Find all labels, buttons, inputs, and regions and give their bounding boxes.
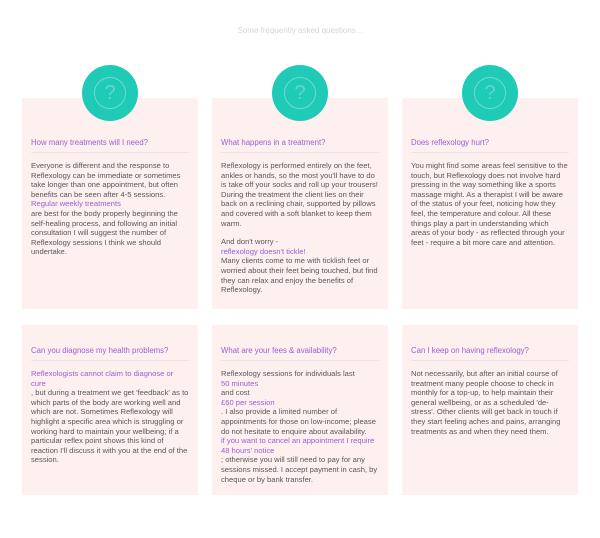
page-heading: Some frequently asked questions... [237,26,363,35]
divider [31,152,189,153]
faq-answer-text: Many clients come to me with ticklish feet or worried about their feet being touched, but find they can relax and enjoy the benefits of Reflexology. [221,256,378,295]
faq-answer-text: Reflexology sessions for individuals last [221,369,355,378]
divider [31,360,189,361]
faq-card-hurt [402,98,578,309]
faq-card-treatments [22,98,198,309]
faq-answer-text: are best for the body properly beginning the self-healing process, and following an initial consultation I will suggest the number of Reflexology sessions I think we should undertake. [31,208,178,257]
question-circle-icon: ? [462,65,518,121]
divider [221,360,379,361]
faq-question: Can you diagnose my health problems? [31,346,169,355]
faq-answer-text: Everyone is different and the response to Reflexology can be immediate or sometimes take longer than one appointment, but often benefits can be seen after 4-5 sessions. [31,161,181,199]
faq-highlight: Regular weekly treatments [31,199,121,209]
divider [411,152,569,153]
faq-question: Does reflexology hurt? [411,138,490,147]
faq-question: What happens in a treatment? [221,138,326,147]
faq-card-what-happens [212,98,388,309]
question-circle-icon: ? [272,65,328,121]
faq-highlight: if you want to cancel an appointment I require 48 hours' notice [221,436,375,455]
faq-question: Can I keep on having reflexology? [411,346,529,355]
faq-answer-text: You might find some areas feel sensitive to the touch, but Reflexology does not involve hard pressing in the way something like a sports massage might. As a therapist I will be aware of the status of your feet, noticing how they feel, the temperature and colour. All these things play a part in understanding which areas of your body - as reflected through your feet - require a bit more care and attention. [411,161,568,247]
question-circle-icon: ? [82,65,138,121]
faq-answer-text: , but during a treatment we get 'feedback' as to which parts of the body are working well and which are not. Sometimes Reflexology will highlight a specific area which is struggling or working hard to maintain your wellbeing; if a particular reflex point shows this kind of reaction I'll discuss it with you at the end of the session. [31,388,189,465]
faq-answer-text: Not necessarily, but after an initial course of treatment many people choose to check in monthly for a top-up, to help maintain their general wellbeing, or as a scheduled 'de-stress'. Other clients will get back in touch if they start feeling aches and pains, arranging treatments as and when they need them. [411,369,561,436]
faq-answer-text: And don't worry - [221,237,279,247]
faq-answer-text: Reflexology is performed entirely on the feet, ankles or hands, so the most you'll have to do is take off your socks and roll up your trousers! During the treatment the client lies on their back on a reclining chair, supported by pillows and covered with a soft blanket to keep them warm. [221,161,378,228]
faq-highlight: Reflexologists cannot claim to diagnose or cure [31,369,174,388]
faq-highlight: 50 minutes [221,378,259,388]
faq-highlight: £60 per session [221,397,275,407]
faq-question: What are your fees & availability? [221,346,337,355]
faq-highlight: reflexology doesn't tickle! [221,246,306,256]
faq-card-keep-on [402,325,578,495]
faq-card-fees [212,325,388,495]
faq-card-diagnose [22,325,198,495]
divider [221,152,379,153]
faq-answer-text: ; otherwise you will still need to pay for any sessions missed. I accept payment in cash, by cheque or by bank transfer. [221,455,378,484]
faq-answer-text: and cost [221,388,250,398]
faq-question: How many treatments will I need? [31,138,149,147]
divider [411,360,569,361]
faq-answer-text: . I also provide a limited number of appointments for those on low-income; please do not hesitate to enquire about availability. [221,407,376,436]
